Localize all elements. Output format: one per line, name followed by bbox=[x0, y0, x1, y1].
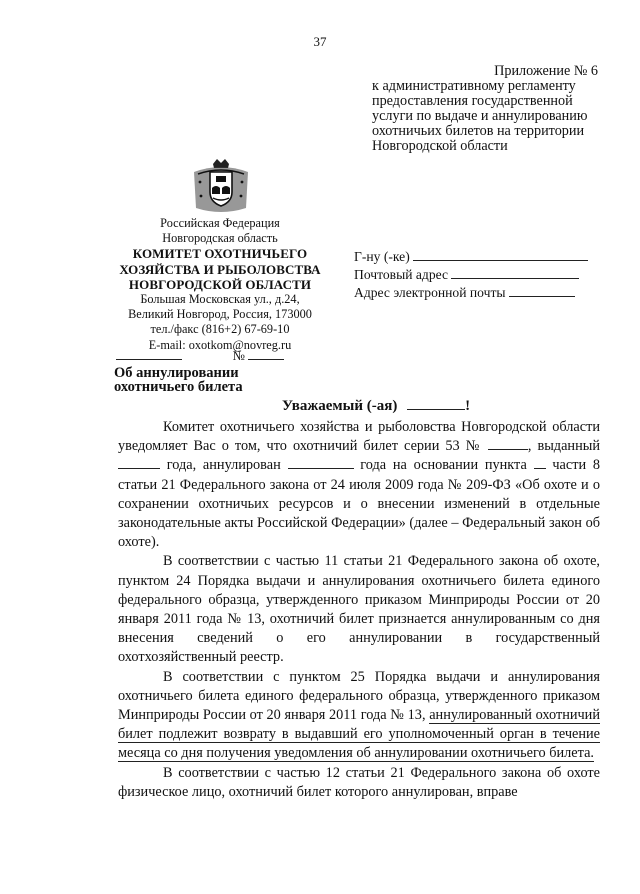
p1-part-c: года, аннулирован bbox=[166, 457, 281, 474]
p1-part-a: Комитет охотничьего хозяйства и рыболовства Новгородской области уведомляет Вас о том, что охотничий билет серии 53 № bbox=[118, 419, 600, 455]
number-blank bbox=[248, 348, 284, 360]
recipient-email-label: Адрес электронной почты bbox=[354, 285, 506, 300]
recipient-postal-blank bbox=[451, 267, 579, 279]
body-paragraph-4: В соответствии с частью 12 статьи 21 Федерального закона об охоте физическое лицо, охотничий билет которого аннулирован, вправе bbox=[118, 764, 600, 800]
greeting bbox=[282, 398, 470, 415]
issue-date-blank bbox=[118, 457, 160, 469]
date-number-line bbox=[116, 348, 316, 364]
coat-of-arms-emblem bbox=[188, 158, 254, 216]
subject-line: Об аннулировании bbox=[114, 365, 239, 381]
appendix-line: услуги по выдаче и аннулированию bbox=[372, 108, 588, 124]
letter-subject bbox=[114, 366, 314, 394]
p1-part-e: части 8 статьи 21 Федерального закона от 24 июля 2009 года № 209-ФЗ «Об охоте и о сохранении охотничьих ресурсов и о внесении изменений в отдельные законодательные акты Российской Федерации» (далее – Федеральный закон об охоте). bbox=[118, 457, 601, 551]
recipient-postal-label: Почтовый адрес bbox=[354, 267, 449, 282]
body-paragraph-2: В соответствии с частью 11 статьи 21 Федерального закона об охоте, пунктом 24 Порядка выдачи и аннулирования охотничьего билета единого федерального образца, утвержденного приказом Минприроды России от 20 января 2011 года № 13, охотничий билет признается аннулированным со дня внесения сведений о его аннулировании в государственный охотхозяйственный реестр. bbox=[118, 553, 600, 666]
appendix-line: Новгородской области bbox=[372, 138, 508, 154]
appendix-title: Приложение № 6 bbox=[494, 63, 598, 79]
greeting-exclamation: ! bbox=[465, 398, 471, 414]
body-paragraph-3 bbox=[118, 668, 600, 764]
appendix-header bbox=[372, 64, 602, 154]
body-paragraph-1: Комитет охотничьего хозяйства и рыболовства Новгородской области уведомляет Вас о том, что охотничий билет серии 53 № , выданный года, аннулирован года на основании пункта части 8 статьи 21 Федерального закона от 24 июля 2009 года № 209-ФЗ «Об охоте и о сохранении охотничьих ресурсов и о внесении изменений в отдельные законодательные акты Российской Федерации» (далее – Федеральный закон об охоте). bbox=[118, 419, 601, 551]
sender-city: Великий Новгород, Россия, 173000 bbox=[128, 307, 312, 322]
appendix-line: к административному регламенту bbox=[372, 78, 576, 94]
ticket-number-blank bbox=[488, 438, 528, 450]
p1-part-b: выданный bbox=[537, 438, 600, 455]
recipient-name-blank bbox=[413, 249, 588, 261]
p3-underlined-text: аннулированный охотничий билет подлежит возврату в выдавший его уполномоченный орган в течение месяца со дня получения уведомления об аннулировании охотничьего билета. bbox=[118, 707, 600, 762]
sender-block bbox=[110, 216, 330, 353]
cancel-date-blank bbox=[288, 457, 354, 469]
sender-email: E-mail: oxotkom@novreg.ru bbox=[148, 337, 292, 352]
sender-street: Большая Московская ул., д.24, bbox=[140, 292, 300, 307]
sender-committee-line: ХОЗЯЙСТВА И РЫБОЛОВСТВА bbox=[119, 261, 321, 277]
greeting-name-blank bbox=[407, 398, 465, 410]
sender-region: Новгородская область bbox=[162, 231, 278, 246]
letter-body bbox=[118, 418, 600, 802]
sender-committee-line: КОМИТЕТ ОХОТНИЧЬЕГО bbox=[132, 246, 308, 262]
p1-part-d: года на основании пункта bbox=[360, 457, 527, 474]
date-blank bbox=[116, 348, 182, 360]
appendix-line: предоставления государственной bbox=[372, 93, 573, 109]
recipient-email-blank bbox=[509, 285, 575, 297]
page-number: 37 bbox=[313, 34, 327, 49]
sender-phone: тел./факс (816+2) 67-69-10 bbox=[150, 322, 290, 337]
number-label: № bbox=[232, 348, 245, 363]
recipient-block bbox=[354, 248, 604, 302]
p3-part-a: В соответствии с пунктом 25 Порядка выдачи и аннулирования охотничьего билета единого федерального образца, утвержденного приказом Минприроды России от 20 января 2011 года № 13, bbox=[118, 668, 600, 724]
appendix-line: охотничьих билетов на территории bbox=[372, 123, 585, 139]
clause-blank bbox=[534, 457, 546, 469]
sender-committee-line: НОВГОРОДСКОЙ ОБЛАСТИ bbox=[128, 276, 312, 292]
sender-country: Российская Федерация bbox=[160, 216, 280, 230]
greeting-text: Уважаемый (-ая) bbox=[282, 398, 398, 414]
subject-line: охотничьего билета bbox=[114, 379, 243, 395]
recipient-name-label: Г-ну (-ке) bbox=[354, 249, 410, 264]
